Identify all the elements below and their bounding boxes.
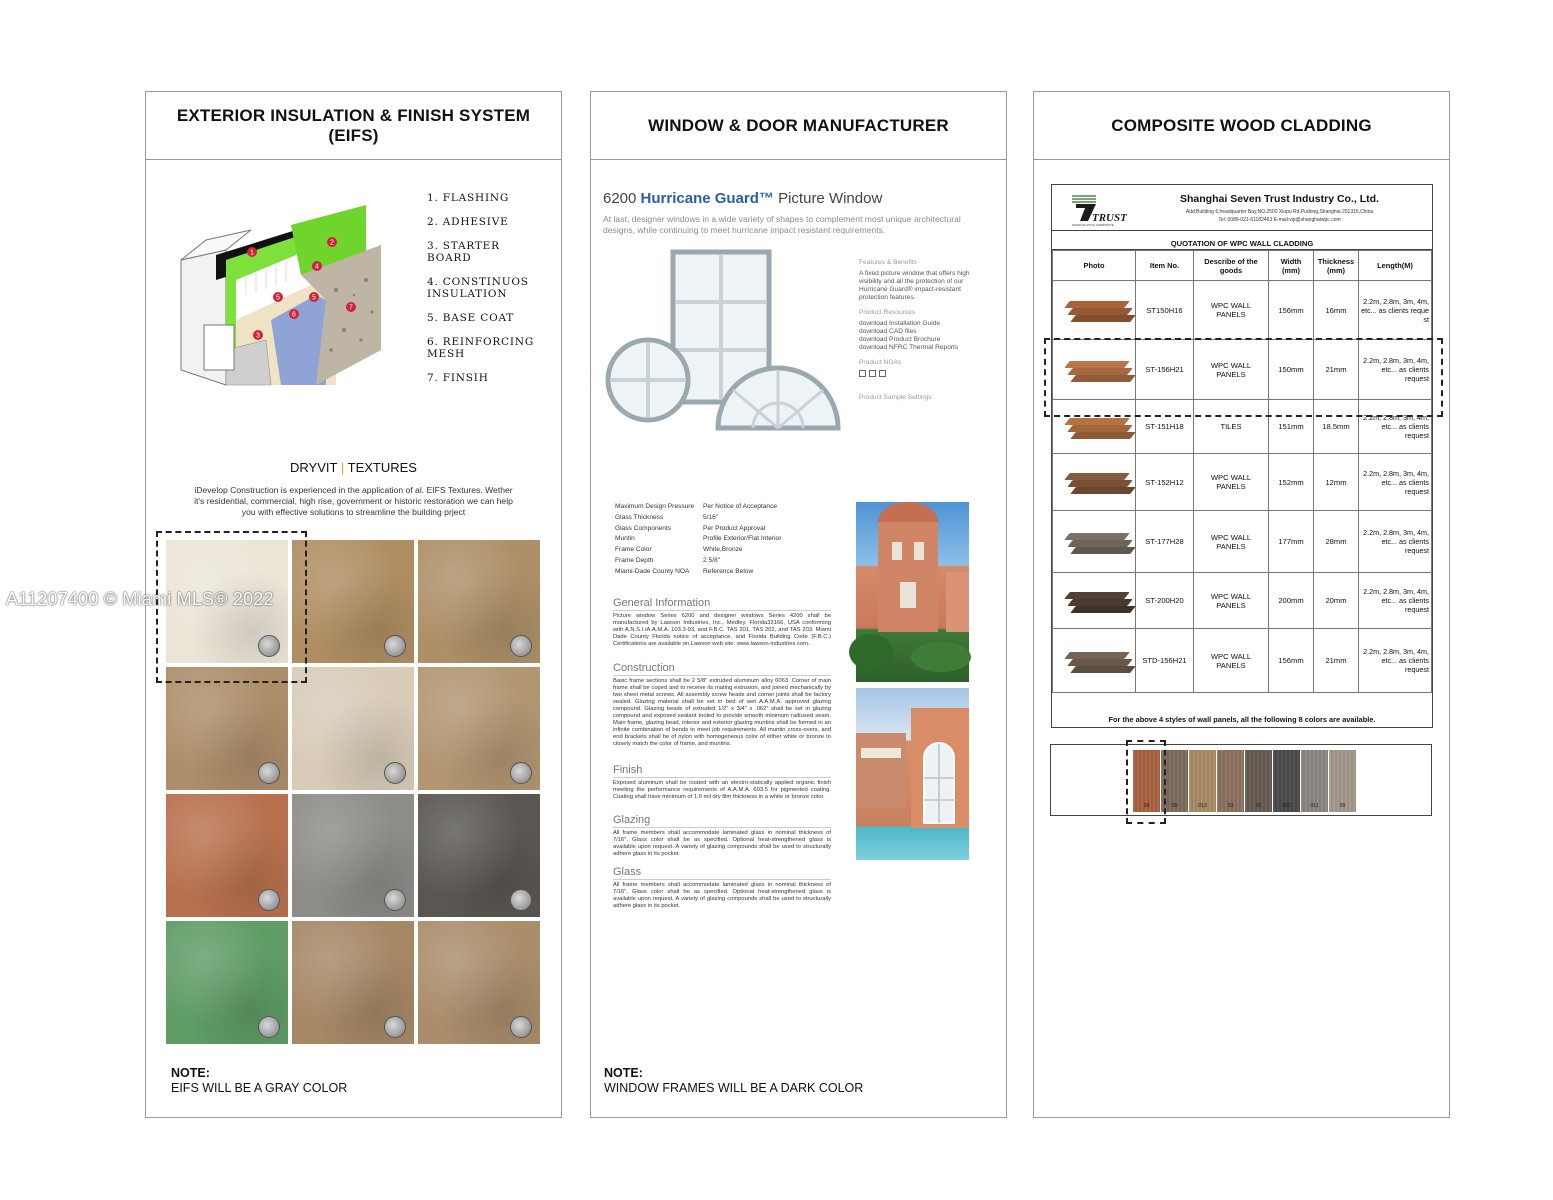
spec-label: Miami-Dade County NOA <box>615 567 690 575</box>
color-swatch <box>1329 750 1356 812</box>
cell-item: ST150H16 <box>1136 281 1194 340</box>
spec-value: Profile Exterior/Flat Interior <box>703 535 782 543</box>
section-finish <box>613 764 831 801</box>
resource-link[interactable]: download Installation Guide <box>859 320 941 327</box>
spec-row <box>615 524 781 535</box>
texture-sample <box>418 921 540 1044</box>
window-panel <box>590 91 1007 1118</box>
cell-desc: WPC WALL PANELS <box>1194 454 1269 511</box>
house-photo-2 <box>856 688 969 860</box>
cell-width: 156mm <box>1269 281 1314 340</box>
eifs-note <box>171 1066 347 1096</box>
cell-desc: TILES <box>1194 400 1269 454</box>
address-line: Add:Building 6,headquarter Bay,NO.2500 Xiupu Rd,Pudong,Shanghai 201315,China <box>1185 209 1374 215</box>
section-heading: Finish <box>613 764 831 778</box>
col-header: Thickness (mm) <box>1314 251 1359 281</box>
noa-heading: Product NOAs <box>859 359 902 366</box>
cell-length: 2.2m, 2.8m, 3m, 4m, etc... as clients reque st <box>1359 281 1432 340</box>
texture-sample <box>166 794 288 917</box>
col-header: Photo <box>1053 251 1136 281</box>
logo-subtext: WOOD PLASTIC COMPOSITE <box>1072 223 1114 227</box>
plank-shape <box>1070 487 1135 494</box>
eifs-title-line1: EXTERIOR INSULATION & FINISH SYSTEM <box>176 105 531 125</box>
note-text: WINDOW FRAMES WILL BE A DARK COLOR <box>604 1081 864 1095</box>
note-title: NOTE: <box>171 1066 210 1080</box>
quotation-title: QUOTATION OF WPC WALL CLADDING <box>1052 230 1432 250</box>
cell-item: ST-156H21 <box>1136 340 1194 400</box>
table-header-row <box>1053 251 1432 281</box>
note-title: NOTE: <box>604 1066 643 1080</box>
swatch-code: 05 <box>1171 803 1178 809</box>
swatch-code: 013 <box>1198 803 1207 809</box>
cell-length: 2.2m, 2.8m, 3m, 4m, etc... as clients request <box>1359 629 1432 693</box>
marker-7: 7 <box>349 304 353 312</box>
highlight-box <box>1126 740 1166 824</box>
spec-label: Glass Components <box>615 524 672 532</box>
dryvit-brand: DRYVIT <box>290 460 338 475</box>
coin-scale-icon <box>258 889 280 911</box>
texture-sample <box>166 667 288 790</box>
color-swatch <box>1217 750 1244 812</box>
cell-thick: 12mm <box>1314 454 1359 511</box>
features-block <box>859 252 979 405</box>
cell-width: 200mm <box>1269 573 1314 629</box>
cell-length: 2.2m, 2.8m, 3m, 4m, etc... as clients request <box>1359 511 1432 573</box>
swatch-code: 002 <box>1282 803 1291 809</box>
features-heading: Features & Benefits <box>859 259 917 266</box>
spec-label: Muntin <box>615 535 635 543</box>
document-icon[interactable] <box>859 370 866 377</box>
cell-length: 2.2m, 2.8m, 3m, 4m, etc... as clients request <box>1359 573 1432 629</box>
coin-scale-icon <box>510 762 532 784</box>
product-title <box>603 190 882 207</box>
dryvit-separator: | <box>340 460 345 475</box>
cell-thick: 20mm <box>1314 573 1359 629</box>
section-glazing <box>613 814 831 858</box>
plank-shape <box>1067 659 1132 666</box>
spec-label: Maximum Design Pressure <box>615 503 695 510</box>
plank-shape <box>1064 418 1129 425</box>
cell-desc: WPC WALL PANELS <box>1194 573 1269 629</box>
window-illustration <box>603 250 841 440</box>
cell-length: 2.2m, 2.8m, 3m, 4m, etc... as clients request <box>1359 454 1432 511</box>
plank-shape <box>1067 308 1132 315</box>
legend-item: 5. BASE COAT <box>427 312 515 324</box>
texture-sample <box>292 540 414 663</box>
cell-desc: WPC WALL PANELS <box>1194 340 1269 400</box>
product-number: 6200 <box>603 190 637 207</box>
section-text: Basic frame sections shall be 2 5/8" extruded aluminum alloy 6063. Corner of main frame shall be coped and to receive its mating extrusion, and joined mechanically by two sheet metal screws. All assembly screw heads and corner joints shall be factory sealed. Glazing material shall be set in bed of wet A.A.M.A. approved glazing compound. Glazing beads of extruded 1/2" x 3/4" x .062" shall be set in glazing compound and exposed sealant tooled to provide smooth minimum radiused seam. Main frame, glazing bead, interior and exterior glazing muntins shall be formed in an infinite combination of bends to meet job requirements. All muntin cross-overs, and end brackets shall be of nylon with homogeneous color of either white or bronze to closely match the color of frame, and muntins. <box>613 678 831 747</box>
plank-shape <box>1064 533 1129 540</box>
table-row <box>1053 454 1432 511</box>
plank-shape <box>1070 547 1135 554</box>
spec-label: Frame Depth <box>615 556 654 564</box>
cell-item: ST-200H20 <box>1136 573 1194 629</box>
cell-thick: 28mm <box>1314 511 1359 573</box>
mls-watermark: A11207400 © Miami MLS® 2022 <box>6 589 274 609</box>
swatch-code: 011 <box>1310 803 1319 809</box>
panel-photo <box>1053 281 1136 340</box>
spec-value: 2 5/8" <box>703 556 721 564</box>
spec-value: Per Product Approval <box>703 524 766 532</box>
features-text: A fixed picture window that offers high visibility and all the protection of our Hurricane Guard® impact-resistant protection features. <box>859 270 970 301</box>
coin-scale-icon <box>510 635 532 657</box>
plank-shape <box>1064 473 1129 480</box>
plank-shape <box>1070 666 1135 673</box>
cell-width: 152mm <box>1269 454 1314 511</box>
cell-width: 156mm <box>1269 629 1314 693</box>
cell-thick: 21mm <box>1314 340 1359 400</box>
section-heading: Construction <box>613 662 831 676</box>
cell-thick: 18.5mm <box>1314 400 1359 454</box>
section-heading: Glass <box>613 866 831 880</box>
spec-value: Reference Below <box>703 567 754 575</box>
logo-text: TRUST <box>1092 212 1127 224</box>
dryvit-title <box>146 460 561 475</box>
samples-heading: Product Sample Settings <box>859 394 932 401</box>
marker-5b: 5 <box>312 294 316 302</box>
plank-shape <box>1067 540 1132 547</box>
plank-shape <box>1067 425 1132 432</box>
spec-label: Frame Color <box>615 546 652 554</box>
eifs-layer-diagram <box>176 200 386 385</box>
window-title: WINDOW & DOOR MANUFACTURER <box>591 92 1006 160</box>
spec-row <box>615 513 781 524</box>
cell-item: STD-156H21 <box>1136 629 1194 693</box>
plank-shape <box>1067 599 1132 606</box>
product-subtitle: At last, designer windows in a wide variety of shapes to complement most unique architectural designs, while continuing to meet hurricane impact resistant requirements. <box>603 214 961 235</box>
marker-4: 4 <box>315 263 319 271</box>
plank-shape <box>1067 480 1132 487</box>
dryvit-description: iDevelop Construction is experienced in the application of al. EIFS Textures. Wether it's residential, commercial, high rise, government or historic restoration we can help you with effective solutions to streamline the building prject <box>194 485 513 517</box>
coin-scale-icon <box>258 1016 280 1038</box>
col-header: Describe of the goods <box>1194 251 1269 281</box>
color-swatches <box>1050 744 1432 816</box>
cell-width: 150mm <box>1269 340 1314 400</box>
coin-scale-icon <box>510 889 532 911</box>
spec-value: Per Notice of Acceptance <box>703 503 778 510</box>
note-text: EIFS WILL BE A GRAY COLOR <box>171 1081 348 1095</box>
plank-shape <box>1070 315 1135 322</box>
section-glass <box>613 866 831 910</box>
cell-item: ST-152H12 <box>1136 454 1194 511</box>
spec-value: White,Bronze <box>703 546 743 554</box>
trust-logo <box>1070 193 1127 227</box>
eifs-title-line2: (EIFS) <box>328 125 379 145</box>
section-general <box>613 597 831 648</box>
legend-item: 3. STARTER BOARD <box>427 240 500 264</box>
plank-shape <box>1064 301 1129 308</box>
marker-5a: 5 <box>276 294 280 302</box>
panel-photo <box>1053 454 1136 511</box>
marker-2: 2 <box>330 239 334 247</box>
cell-desc: WPC WALL PANELS <box>1194 629 1269 693</box>
plank-shape <box>1064 652 1129 659</box>
swatch-code: 06 <box>1255 803 1262 809</box>
document-icon[interactable] <box>869 370 876 377</box>
legend-item: 2. ADHESIVE <box>427 216 509 228</box>
quotation-sheet <box>1051 184 1433 728</box>
cell-length: 2.2m, 2.8m, 3m, 4m, etc... as clients request <box>1359 340 1432 400</box>
coin-scale-icon <box>384 762 406 784</box>
spec-label: Glass Thickness <box>615 513 664 521</box>
resources-heading: Product Resources <box>859 309 916 316</box>
color-swatch <box>1273 750 1300 812</box>
marker-6: 6 <box>292 311 296 319</box>
section-text: All frame members shall accommodate laminated glass in nominal thickness of 7/16". Glass color shall be as specified. Optional heat-strengthened glass is available upon request. A variety of glazing compounds shall be used to structurally adhere glass in its pocket. <box>613 830 831 857</box>
company-address <box>1132 208 1427 224</box>
product-name: Picture Window <box>778 190 883 207</box>
table-row <box>1053 629 1432 693</box>
section-text: Exposed aluminum shall be coated with an electro-statically applied organic finish meeting the performance requirements of A.A.M.A. 603.5 for pigmented coating. Coating shall have minimum of 1.0 mil dry film thickness in a white or bronze color. <box>613 780 831 800</box>
color-swatch <box>1189 750 1216 812</box>
cell-item: ST-151H18 <box>1136 400 1194 454</box>
spec-row <box>615 545 781 556</box>
spec-table <box>615 502 781 578</box>
cell-length: 2.2m, 2.8m, 3m, 4m, etc... as clients request <box>1359 400 1432 454</box>
colors-footnote: For the above 4 styles of wall panels, all the following 8 colors are available. <box>1108 715 1376 724</box>
cell-thick: 16mm <box>1314 281 1359 340</box>
panel-photo <box>1053 511 1136 573</box>
document-icon[interactable] <box>879 370 886 377</box>
table-row <box>1053 281 1432 340</box>
texture-sample <box>418 540 540 663</box>
cladding-panel <box>1033 91 1450 1118</box>
texture-sample <box>292 794 414 917</box>
cell-desc: WPC WALL PANELS <box>1194 511 1269 573</box>
plank-shape <box>1070 606 1135 613</box>
texture-sample <box>166 921 288 1044</box>
cell-thick: 21mm <box>1314 629 1359 693</box>
coin-scale-icon <box>384 889 406 911</box>
spec-value: 5/16" <box>703 513 719 521</box>
quotation-table <box>1052 250 1432 693</box>
panel-photo <box>1053 573 1136 629</box>
coin-scale-icon <box>384 1016 406 1038</box>
swatch-code: 03 <box>1227 803 1234 809</box>
company-name: Shanghai Seven Trust Industry Co., Ltd. <box>1180 193 1379 205</box>
marker-1: 1 <box>250 249 254 257</box>
texture-sample <box>292 667 414 790</box>
color-swatch <box>1245 750 1272 812</box>
section-text: Picture window Series 6200 and designer windows Series 4200 shall be manufactured by Lawson Industries, Inc., Medley, Florida33166, USA conforming with A.N.S.I./A.A.M.A. 103.3-93, and F.B.C. TAS 201, TAS 202, and TAS 203. Miami Dade County Florida notice of acceptance, and Florida Building Code (F.B.C.) Certifications are available on Lawson web site: www.lawson-industries.com. <box>613 613 831 647</box>
section-heading: Glazing <box>613 814 831 828</box>
cell-item: ST-177H28 <box>1136 511 1194 573</box>
spec-row <box>615 534 781 545</box>
cell-desc: WPC WALL PANELS <box>1194 281 1269 340</box>
resource-link[interactable]: download Product Brochure <box>859 336 941 343</box>
plank-shape <box>1064 592 1129 599</box>
legend-item: 7. FINSIH <box>427 372 489 384</box>
eifs-title <box>146 92 561 160</box>
coin-scale-icon <box>384 635 406 657</box>
color-swatch <box>1301 750 1328 812</box>
panel-photo <box>1053 629 1136 693</box>
legend-item: 4. CONSTINUOS INSULATION <box>427 276 529 300</box>
texture-sample <box>292 921 414 1044</box>
section-construction <box>613 662 831 748</box>
dryvit-textures-label: TEXTURES <box>347 460 417 475</box>
window-note <box>604 1066 863 1096</box>
col-header: Length(M) <box>1359 251 1432 281</box>
resource-link[interactable]: download CAD files <box>859 328 917 335</box>
noa-icons <box>859 370 979 380</box>
section-heading: General Information <box>613 597 831 611</box>
legend-item: 1. FLASHING <box>427 192 510 204</box>
plank-shape <box>1070 432 1135 439</box>
coin-scale-icon <box>258 762 280 784</box>
swatch-code: 09 <box>1339 803 1346 809</box>
texture-sample <box>418 794 540 917</box>
table-row <box>1053 511 1432 573</box>
product-brand: Hurricane Guard™ <box>640 190 774 207</box>
spec-row <box>615 567 781 578</box>
cell-width: 151mm <box>1269 400 1314 454</box>
coin-scale-icon <box>510 1016 532 1038</box>
resource-link[interactable]: download NFRC Thermal Reports <box>859 344 959 351</box>
col-header: Width (mm) <box>1269 251 1314 281</box>
contact-line: Tel: 0086-021-61182463 E-mail:vip@shanghaiwpc.com <box>1218 217 1341 223</box>
swatch-code: 04 <box>1143 803 1150 809</box>
col-header: Item No. <box>1136 251 1194 281</box>
spec-row <box>615 556 781 567</box>
table-row <box>1053 573 1432 629</box>
cell-width: 177mm <box>1269 511 1314 573</box>
spec-row <box>615 502 781 513</box>
cladding-title: COMPOSITE WOOD CLADDING <box>1034 92 1449 160</box>
eifs-legend <box>427 192 547 396</box>
highlight-box <box>1044 338 1443 417</box>
texture-sample <box>418 667 540 790</box>
marker-3: 3 <box>256 332 260 340</box>
legend-item: 6. REINFORCING MESH <box>427 336 535 360</box>
section-text: All frame members shall accommodate laminated glass in nominal thickness of 7/16". Glass color shall be as specified. Optional heat-strengthened glass is available upon request. A variety of glazing compounds shall be used to structurally adhere glass in its pocket. <box>613 882 831 909</box>
house-photo-1 <box>856 502 969 682</box>
